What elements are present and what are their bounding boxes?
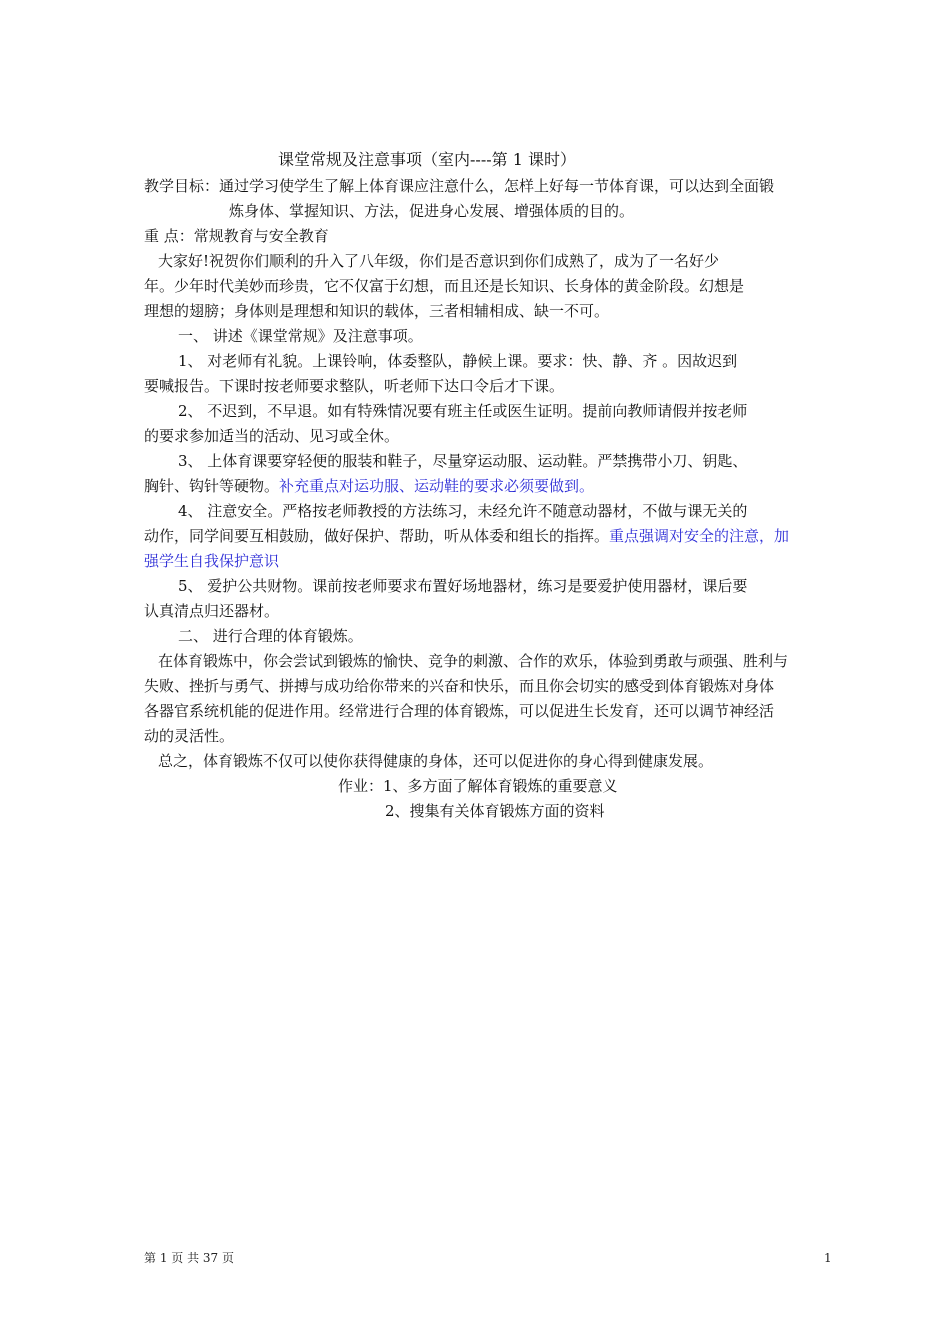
item-2-line-2: 的要求参加适当的活动、见习或全休。 [144,427,400,445]
intro-line-1: 大家好!祝贺你们顺利的升入了八年级，你们是否意识到你们成熟了，成为了一名好少 [158,252,720,270]
homework-line-2: 2、搜集有关体育锻炼方面的资料 [385,802,605,820]
paragraph-line-2: 失败、挫折与勇气、拼搏与成功给你带来的兴奋和快乐，而且你会切实的感受到体育锻炼对身体 [144,677,775,695]
item-5-line-1: 5、 爱护公共财物。课前按老师要求布置好场地器材，练习是要爱护使用器材，课后要 [178,577,748,595]
intro-line-2: 年。少年时代美妙而珍贵，它不仅富于幻想，而且还是长知识、长身体的黄金阶段。幻想是 [144,277,745,295]
page-title: 课堂常规及注意事项（室内----第 1 课时） [278,150,576,169]
item-4-text: 动作，同学间要互相鼓励，做好保护、帮助，听从体委和组长的指挥。 [144,527,610,545]
objective-line-1: 教学目标：通过学习使学生了解上体育课应注意什么，怎样上好每一节体育课，可以达到全面锻 [144,177,775,195]
intro-line-3: 理想的翅膀；身体则是理想和知识的载体，三者相辅相成、缺一不可。 [144,302,610,320]
item-3-line-2 [144,475,594,497]
objective-line-2: 炼身体、掌握知识、方法，促进身心发展、增强体质的目的。 [229,202,635,220]
item-5-line-2: 认真清点归还器材。 [144,602,280,620]
item-1-line-1: 1、 对老师有礼貌。上课铃响，体委整队，静候上课。要求：快、静、齐 。因故迟到 [178,352,738,370]
footer-page-info: 第 1 页 共 37 页 [144,1251,234,1265]
item-4-annotation: 重点强调对安全的注意，加 [609,527,790,545]
focus-line: 重 点：常规教育与安全教育 [144,227,329,245]
item-3-line-1: 3、 上体育课要穿轻便的服装和鞋子，尽量穿运动服、运动鞋。严禁携带小刀、钥匙、 [178,452,748,470]
item-2-line-1: 2、 不迟到，不早退。如有特殊情况要有班主任或医生证明。提前向教师请假并按老师 [178,402,748,420]
item-1-line-2: 要喊报告。下课时按老师要求整队，听老师下达口令后才下课。 [144,377,565,395]
paragraph-line-3: 各器官系统机能的促进作用。经常进行合理的体育锻炼，可以促进生长发育，还可以调节神经活 [144,702,775,720]
paragraph-line-4: 动的灵活性。 [144,727,235,745]
item-4-line-1: 4、 注意安全。严格按老师教授的方法练习，未经允许不随意动器材，不做与课无关的 [178,502,748,520]
paragraph-line-1: 在体育锻炼中，你会尝试到锻炼的愉快、竞争的刺激、合作的欢乐，体验到勇敢与顽强、胜利与 [158,652,789,670]
item-4-annotation-line-3: 强学生自我保护意识 [144,552,280,570]
item-3-text: 胸针、钩针等硬物。 [144,477,280,495]
item-3-annotation: 补充重点对运功服、运动鞋的要求必须要做到。 [279,477,595,495]
section-heading-2: 二、 进行合理的体育锻炼。 [178,627,363,645]
summary-line: 总之，体育锻炼不仅可以使你获得健康的身体，还可以促进你的身心得到健康发展。 [158,752,714,770]
section-heading-1: 一、 讲述《课堂常规》及注意事项。 [178,327,423,345]
item-4-line-2 [144,525,789,547]
footer-page-number: 1 [824,1251,832,1265]
homework-line-1: 作业：1、多方面了解体育锻炼的重要意义 [338,777,618,795]
